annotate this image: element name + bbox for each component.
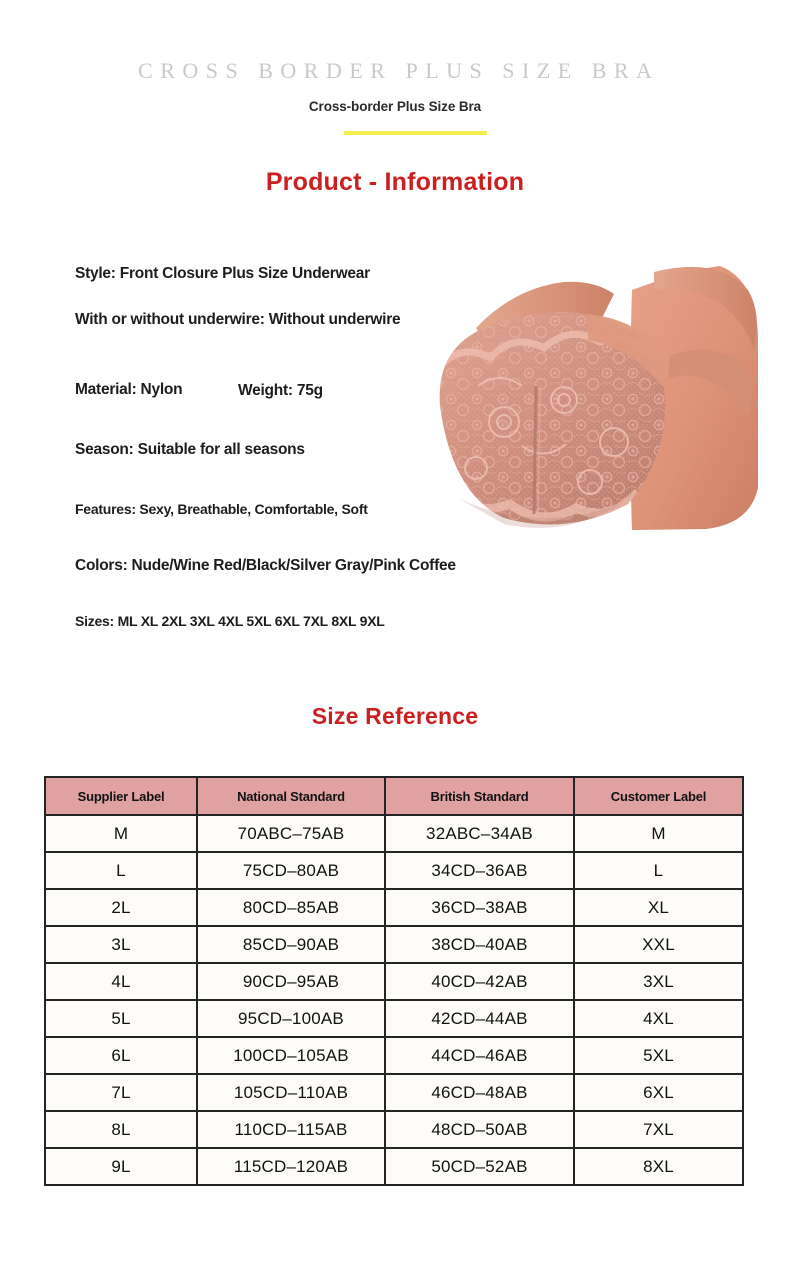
table-cell: XXL [574,926,743,963]
table-cell: 80CD–85AB [197,889,385,926]
table-column-header: British Standard [385,777,574,815]
size-reference-table [44,776,744,1186]
table-cell: 90CD–95AB [197,963,385,1000]
table-column-header: Customer Label [574,777,743,815]
table-column-header: Supplier Label [45,777,197,815]
table-row [45,1074,743,1111]
table-row [45,963,743,1000]
product-photo [418,236,768,546]
table-cell: 8XL [574,1148,743,1185]
product-information-heading: Product - Information [265,168,525,196]
spec-sizes: Sizes: ML XL 2XL 3XL 4XL 5XL 6XL 7XL 8XL 9XL [75,613,385,629]
table-cell: 110CD–115AB [197,1111,385,1148]
table-body [45,815,743,1185]
spec-colors: Colors: Nude/Wine Red/Black/Silver Gray/Pink Coffee [75,557,456,574]
table-cell: M [574,815,743,852]
table-row [45,1037,743,1074]
table-cell: XL [574,889,743,926]
table-cell: 4L [45,963,197,1000]
table-row [45,889,743,926]
spec-underwire: With or without underwire: Without underwire [75,311,401,328]
table-cell: L [574,852,743,889]
spec-material: Material: Nylon [75,381,183,398]
page-subtitle: Cross-border Plus Size Bra [308,99,482,114]
table-cell: 7L [45,1074,197,1111]
table-row [45,815,743,852]
title-underline-rule [344,131,487,135]
table-cell: 3L [45,926,197,963]
table-cell: 105CD–110AB [197,1074,385,1111]
spec-weight: Weight: 75g [238,382,323,399]
size-reference-heading: Size Reference [311,703,479,729]
table-cell: L [45,852,197,889]
table-row [45,926,743,963]
spec-season: Season: Suitable for all seasons [75,441,305,458]
table-row [45,852,743,889]
spec-features: Features: Sexy, Breathable, Comfortable, Soft [75,501,368,517]
table-cell: 100CD–105AB [197,1037,385,1074]
table-cell: 48CD–50AB [385,1111,574,1148]
table-cell: 2L [45,889,197,926]
page-title: CROSS BORDER PLUS SIZE BRA [138,58,660,83]
table-row [45,1148,743,1185]
table-header-row [45,777,743,815]
table-cell: 7XL [574,1111,743,1148]
table-cell: 5L [45,1000,197,1037]
table-row [45,1111,743,1148]
table-cell: 40CD–42AB [385,963,574,1000]
table-row [45,1000,743,1037]
table-cell: 34CD–36AB [385,852,574,889]
table-cell: 115CD–120AB [197,1148,385,1185]
table-cell: 8L [45,1111,197,1148]
table-cell: 3XL [574,963,743,1000]
table-cell: 70ABC–75AB [197,815,385,852]
table-cell: 44CD–46AB [385,1037,574,1074]
spec-style: Style: Front Closure Plus Size Underwear [75,265,370,282]
table-cell: 9L [45,1148,197,1185]
table-cell: 6L [45,1037,197,1074]
table-cell: 42CD–44AB [385,1000,574,1037]
table-cell: 6XL [574,1074,743,1111]
table-cell: 36CD–38AB [385,889,574,926]
table-cell: 32ABC–34AB [385,815,574,852]
table-cell: 85CD–90AB [197,926,385,963]
table-cell: 75CD–80AB [197,852,385,889]
table-cell: 4XL [574,1000,743,1037]
table-column-header: National Standard [197,777,385,815]
table-cell: 38CD–40AB [385,926,574,963]
table-cell: 95CD–100AB [197,1000,385,1037]
table-cell: 46CD–48AB [385,1074,574,1111]
table-cell: M [45,815,197,852]
table-cell: 5XL [574,1037,743,1074]
table-cell: 50CD–52AB [385,1148,574,1185]
